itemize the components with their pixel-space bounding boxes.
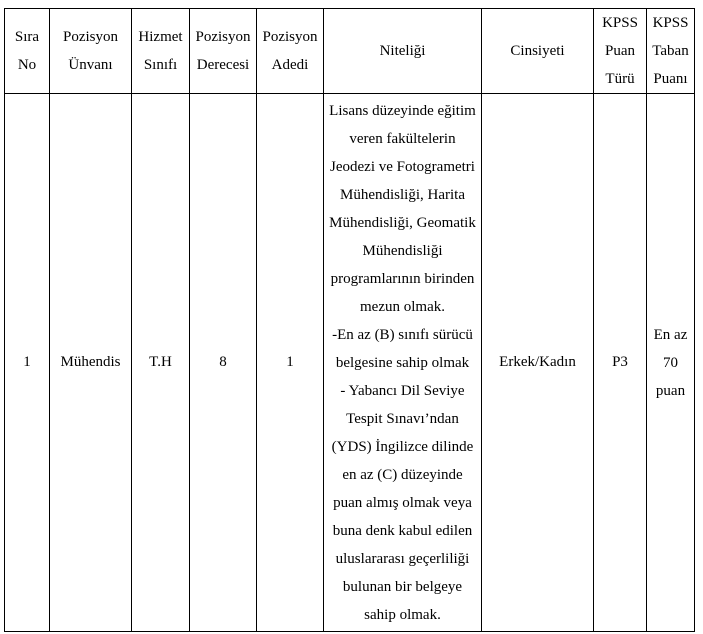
header-kpss-puan-turu	[594, 9, 647, 94]
taban-puan-line: puan	[655, 382, 686, 399]
cell-pozisyon-adedi: 1	[257, 94, 324, 632]
nitelik-line: programlarının birinden	[330, 270, 475, 287]
header-text: Pozisyon	[195, 29, 251, 45]
cell-kpss-taban-puani	[647, 94, 695, 632]
nitelik-line: Mühendisliği, Harita	[340, 186, 465, 203]
header-text: Puan	[605, 43, 635, 59]
header-text: Puanı	[653, 71, 688, 87]
header-hizmet-sinifi	[132, 9, 190, 94]
cell-hizmet-sinifi: T.H	[132, 94, 190, 632]
header-pozisyon-unvani	[50, 9, 132, 94]
header-text: Sınıfı	[143, 57, 178, 73]
nitelik-line: belgesine sahip olmak	[335, 354, 470, 371]
nitelik-line: -En az (B) sınıfı sürücü	[332, 326, 473, 343]
nitelik-line: mezun olmak.	[360, 298, 445, 315]
header-text: Türü	[605, 71, 635, 87]
header-text: Pozisyon	[62, 29, 118, 45]
cell-pozisyon-unvani: Mühendis	[50, 94, 132, 632]
nitelik-line: Mühendisliği, Geomatik	[329, 214, 476, 231]
header-sira-no	[5, 9, 50, 94]
header-text: KPSS	[602, 15, 638, 31]
nitelik-line: Jeodezi ve Fotogrametri	[330, 158, 475, 175]
header-text: Taban	[652, 43, 689, 59]
nitelik-line: (YDS) İngilizce dilinde	[331, 438, 474, 455]
header-text: Cinsiyeti	[510, 43, 565, 59]
header-pozisyon-derecesi	[190, 9, 257, 94]
header-text: KPSS	[652, 15, 689, 31]
nitelik-line: en az (C) düzeyinde	[342, 466, 463, 483]
header-cinsiyeti	[482, 9, 594, 94]
nitelik-line: Lisans düzeyinde eğitim	[329, 102, 476, 119]
header-niteligi	[324, 9, 482, 94]
header-text: Derecesi	[196, 57, 250, 73]
cell-kpss-puan-turu: P3	[594, 94, 647, 632]
header-pozisyon-adedi	[257, 9, 324, 94]
nitelik-line: veren fakültelerin	[349, 130, 456, 147]
header-text: Ünvanı	[68, 57, 113, 73]
header-kpss-taban-puani	[647, 9, 695, 94]
position-table	[4, 8, 695, 632]
header-text: Hizmet	[138, 29, 183, 45]
header-text: Pozisyon	[262, 29, 318, 45]
table-row	[5, 94, 695, 632]
header-text: Niteliği	[379, 43, 426, 59]
nitelik-line: puan almış olmak veya	[333, 494, 472, 511]
cell-cinsiyeti: Erkek/Kadın	[482, 94, 594, 632]
nitelik-line: bulunan bir belgeye	[342, 578, 463, 595]
header-text: No	[17, 57, 37, 73]
cell-sira-no: 1	[5, 94, 50, 632]
header-row	[5, 9, 695, 94]
nitelik-line: Tespit Sınavı’ndan	[346, 410, 459, 427]
cell-pozisyon-derecesi: 8	[190, 94, 257, 632]
taban-puan-line: En az	[653, 326, 688, 343]
header-text: Adedi	[271, 57, 309, 73]
nitelik-line: uluslararası geçerliliği	[335, 550, 470, 567]
nitelik-line: Mühendisliği	[362, 242, 443, 259]
nitelik-line: sahip olmak.	[364, 606, 441, 623]
cell-niteligi	[324, 94, 482, 632]
header-text: Sıra	[14, 29, 40, 45]
taban-puan-line: 70	[663, 354, 678, 371]
nitelik-line: - Yabancı Dil Seviye	[340, 382, 465, 399]
nitelik-line: buna denk kabul edilen	[332, 522, 473, 539]
